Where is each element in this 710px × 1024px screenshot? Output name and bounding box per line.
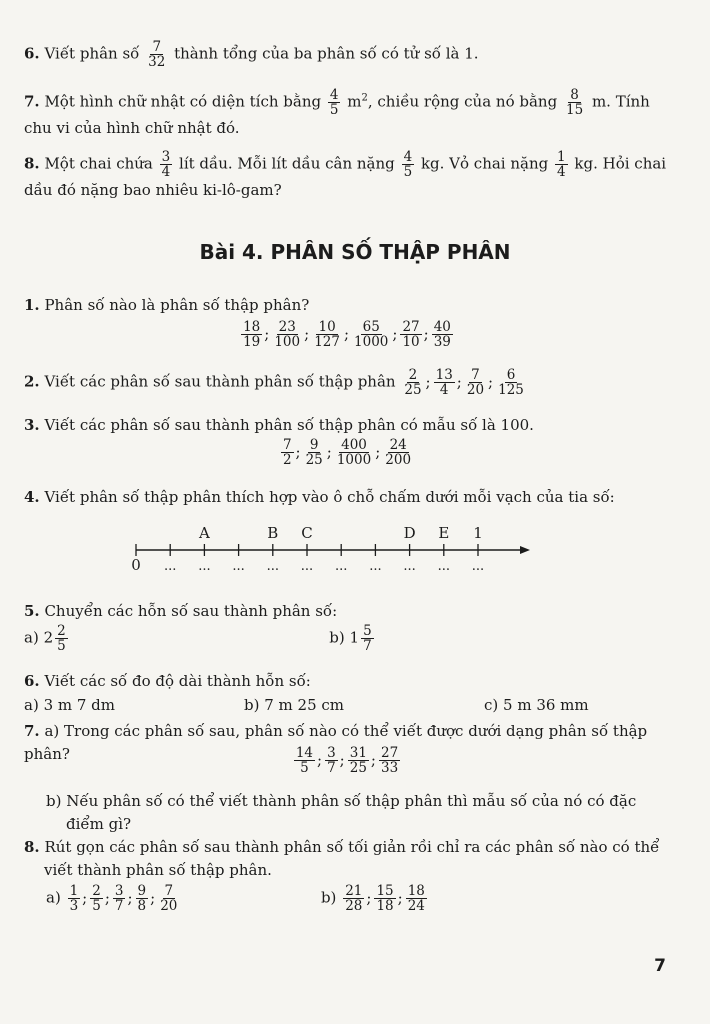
fraction: $\frac{4}{5}$	[329, 87, 339, 119]
question-text: viết thành phân số thập phân.	[44, 860, 272, 879]
blank-dots: ...	[369, 559, 382, 574]
question-number: 6.	[24, 672, 40, 690]
separator: ;	[317, 750, 323, 769]
separator: ;	[304, 324, 310, 343]
separator: ;	[150, 888, 156, 907]
section-title: Bài 4. PHÂN SỐ THẬP PHÂN	[199, 240, 511, 264]
exercise-text: m. Tính	[591, 92, 650, 111]
exercise-number: 8.	[24, 154, 40, 173]
fraction: $\frac{23}{100}$	[274, 319, 301, 351]
question-number: 2.	[24, 372, 40, 391]
tick-label: C	[301, 524, 313, 542]
separator: ;	[370, 750, 376, 769]
fraction: $\frac{18}{24}$	[407, 883, 425, 915]
fraction: $\frac{27}{10}$	[402, 319, 420, 351]
fraction: $\frac{10}{127}$	[314, 319, 340, 351]
question-8	[24, 836, 670, 881]
fraction: $\frac{4}{5}$	[403, 149, 413, 181]
blank-dots: ...	[232, 559, 245, 574]
length-items	[24, 694, 670, 717]
exercise-text: Một chai chứa	[44, 154, 153, 173]
exercise-text: chu vi của hình chữ nhật đó.	[24, 119, 240, 138]
fraction: $\frac{40}{39}$	[433, 319, 451, 351]
fraction-list	[400, 367, 528, 399]
fraction: $\frac{15}{18}$	[376, 883, 394, 915]
question-1	[24, 294, 670, 317]
fraction: $\frac{7}{2}$	[282, 437, 292, 469]
fraction: $\frac{1}{4}$	[557, 149, 566, 181]
question-text: Viết phân số thập phân thích hợp vào ô chỗ chấm dưới mỗi vạch của tia số:	[44, 488, 615, 506]
fraction-list	[66, 883, 182, 915]
item-label: a)	[46, 888, 61, 907]
exercise-text: kg. Hỏi chai	[574, 154, 667, 173]
separator: ;	[104, 888, 110, 907]
question-2	[24, 368, 670, 397]
fraction-list	[24, 438, 670, 467]
question-number: 4.	[24, 488, 40, 506]
mixed-whole: 2	[43, 628, 54, 647]
item-label: b)	[329, 628, 345, 647]
item: c) 5 m 36 mm	[484, 696, 589, 714]
unit: m	[347, 92, 362, 111]
fraction: $\frac{1}{3}$	[69, 883, 79, 915]
question-text: b) Nếu phân số có thể viết thành phân số thập phân thì mẫu số của nó có đặc	[46, 792, 637, 810]
question-number: 7.	[24, 722, 40, 740]
question-text: Phân số nào là phân số thập phân?	[44, 296, 310, 314]
fraction: $\frac{24}{200}$	[385, 437, 412, 469]
separator: ;	[366, 888, 372, 907]
item-label: a)	[24, 628, 39, 647]
fraction: $\frac{8}{15}$	[565, 87, 584, 119]
exercise-8	[24, 150, 670, 202]
page-number: 7	[654, 956, 666, 976]
unit-exponent: 2	[361, 92, 368, 104]
exercise-number: 7.	[24, 92, 40, 111]
tick-label: E	[438, 524, 450, 542]
fraction-list	[341, 883, 429, 915]
blank-dots: ...	[437, 559, 451, 574]
tick-label: B	[267, 524, 279, 542]
fraction-list	[24, 320, 670, 349]
exercise-text: Viết phân số	[44, 44, 140, 63]
arrow-head	[520, 546, 530, 554]
question-text: Viết các số đo độ dài thành hỗn số:	[44, 672, 311, 690]
blank-dots: ...	[300, 559, 314, 574]
question-text: Rút gọn các phân số sau thành phân số tối giản rồi chỉ ra các phân số nào có thể	[44, 838, 660, 856]
fraction: $\frac{13}{4}$	[435, 367, 453, 399]
fraction: $\frac{9}{25}$	[305, 437, 323, 469]
exercise-text: Một hình chữ nhật có diện tích bằng	[44, 92, 322, 111]
separator: ;	[392, 324, 398, 343]
blank-dots: ...	[471, 559, 485, 574]
fraction: $\frac{2}{5}$	[92, 883, 101, 915]
fraction: $\frac{7}{20}$	[466, 367, 485, 399]
separator: ;	[456, 372, 462, 391]
question-text: Viết các phân số sau thành phân số thập phân	[44, 372, 396, 391]
fraction: $\frac{2}{25}$	[404, 367, 422, 399]
question-4	[24, 486, 670, 509]
blank-dots: ...	[334, 559, 348, 574]
question-5	[24, 600, 670, 623]
question-number: 1.	[24, 296, 40, 314]
question-number: 8.	[24, 838, 40, 856]
blank-dots: ...	[198, 559, 211, 574]
separator: ;	[397, 888, 403, 907]
q8-fractions	[46, 884, 670, 913]
exercise-text: kg. Vỏ chai nặng	[420, 154, 549, 173]
question-3	[24, 414, 670, 437]
item: a) 3 m 7 dm	[24, 696, 116, 714]
exercise-6	[24, 40, 670, 69]
fraction: $\frac{27}{33}$	[380, 745, 399, 777]
zero-label: 0	[131, 556, 141, 574]
fraction: $\frac{3}{7}$	[327, 745, 336, 777]
exercise-number: 6.	[24, 44, 40, 63]
fraction: $\frac{65}{1000}$	[354, 319, 389, 351]
exercise-text: , chiều rộng của nó bằng	[367, 92, 558, 111]
question-text: điểm gì?	[66, 814, 132, 833]
separator: ;	[343, 324, 350, 343]
question-text: Chuyển các hỗn số sau thành phân số:	[44, 602, 338, 620]
question-number: 5.	[24, 602, 40, 620]
fraction: $\frac{21}{28}$	[345, 883, 363, 915]
fraction-list	[24, 746, 670, 775]
fraction: $\frac{18}{19}$	[243, 319, 261, 351]
fraction: $\frac{3}{4}$	[161, 149, 171, 181]
blank-dots: ...	[403, 559, 416, 574]
fraction: $\frac{3}{7}$	[114, 883, 124, 915]
question-6	[24, 670, 670, 693]
separator: ;	[488, 372, 494, 391]
tick-label: 1	[473, 524, 483, 542]
separator: ;	[423, 324, 429, 343]
separator: ;	[425, 372, 431, 391]
fraction: $\frac{5}{7}$	[363, 623, 372, 655]
fraction: $\frac{2}{5}$	[57, 623, 66, 655]
separator: ;	[264, 324, 270, 343]
number-line	[0, 520, 710, 580]
blank-dots: ...	[266, 559, 280, 574]
mixed-numbers	[24, 624, 670, 653]
tick-label: A	[198, 524, 210, 542]
separator: ;	[375, 442, 381, 461]
item: b) 7 m 25 cm	[244, 696, 345, 714]
separator: ;	[339, 750, 345, 769]
tick-label: D	[403, 524, 416, 542]
fraction: $\frac{6}{125}$	[498, 367, 524, 399]
fraction: $\frac{7}{20}$	[160, 883, 178, 915]
blank-dots: ...	[163, 559, 177, 574]
fraction: $\frac{31}{25}$	[349, 745, 367, 777]
exercise-text: lít dầu. Mỗi lít dầu cân nặng	[179, 154, 395, 173]
separator: ;	[82, 888, 88, 907]
question-text: Viết các phân số sau thành phân số thập phân có mẫu số là 100.	[44, 416, 534, 434]
exercise-7	[24, 88, 670, 140]
separator: ;	[326, 442, 332, 461]
question-number: 3.	[24, 416, 40, 434]
exercise-text: thành tổng của ba phân số có tử số là 1.	[174, 44, 479, 63]
separator: ;	[295, 442, 301, 461]
exercise-text: dầu đó nặng bao nhiêu ki-lô-gam?	[24, 181, 282, 200]
question-7b	[46, 790, 670, 835]
mixed-whole: 1	[349, 628, 360, 647]
fraction: $\frac{9}{8}$	[137, 883, 147, 915]
fraction: $\frac{7}{32}$	[148, 39, 166, 71]
fraction: $\frac{14}{5}$	[295, 745, 314, 777]
fraction: $\frac{400}{1000}$	[336, 437, 372, 469]
separator: ;	[127, 888, 133, 907]
item-label: b)	[320, 888, 337, 907]
question-text: a) Trong các phân số sau, phân số nào có thể viết được dưới dạng phân số thập phân?	[24, 722, 648, 763]
